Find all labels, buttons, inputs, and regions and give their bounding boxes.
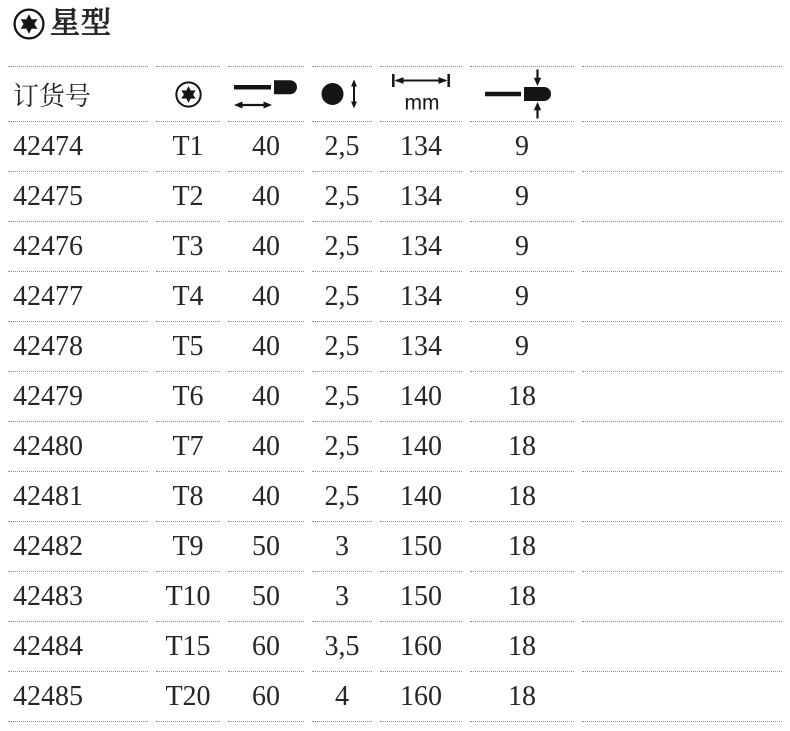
cell-blade-length: 40 bbox=[228, 372, 304, 422]
cell-blade-length: 50 bbox=[228, 572, 304, 622]
table-row bbox=[8, 272, 782, 322]
cell-torx-size: T3 bbox=[156, 222, 220, 272]
row-filler-cell bbox=[582, 622, 782, 672]
cell-tip-width: 9 bbox=[470, 322, 574, 372]
cell-order-number: 42477 bbox=[8, 272, 148, 322]
cell-total-length: 134 bbox=[380, 322, 462, 372]
cell-tip-width: 18 bbox=[470, 622, 574, 672]
cell-order-number: 42480 bbox=[8, 422, 148, 472]
cell-blade-length: 60 bbox=[228, 672, 304, 722]
row-filler-cell bbox=[582, 522, 782, 572]
column-header-blade-diameter bbox=[312, 66, 372, 122]
column-header-order-number: 订货号 bbox=[8, 66, 148, 122]
header-filler-cell bbox=[582, 66, 782, 122]
cell-tip-width: 9 bbox=[470, 172, 574, 222]
cell-tip-width: 9 bbox=[470, 272, 574, 322]
table-row bbox=[8, 372, 782, 422]
cell-order-number: 42479 bbox=[8, 372, 148, 422]
cell-blade-length: 40 bbox=[228, 422, 304, 472]
row-filler-cell bbox=[582, 572, 782, 622]
row-filler-cell bbox=[582, 322, 782, 372]
table-row bbox=[8, 472, 782, 522]
cell-tip-width: 18 bbox=[470, 672, 574, 722]
cell-blade-diameter: 2,5 bbox=[312, 422, 372, 472]
row-filler-cell bbox=[582, 672, 782, 722]
column-header-tip-width bbox=[470, 66, 574, 122]
table-row bbox=[8, 672, 782, 722]
svg-text:mm: mm bbox=[404, 91, 440, 114]
column-header-blade-length bbox=[228, 66, 304, 122]
column-header-total-length bbox=[380, 66, 462, 122]
tip-width-icon bbox=[485, 69, 559, 119]
cell-blade-length: 40 bbox=[228, 172, 304, 222]
column-header-torx-size bbox=[156, 66, 220, 122]
table-header-row bbox=[8, 66, 782, 122]
table-row bbox=[8, 322, 782, 372]
row-filler-cell bbox=[582, 372, 782, 422]
cell-torx-size: T8 bbox=[156, 472, 220, 522]
cell-blade-length: 40 bbox=[228, 272, 304, 322]
cell-tip-width: 18 bbox=[470, 572, 574, 622]
section-title bbox=[0, 0, 790, 66]
cell-order-number: 42485 bbox=[8, 672, 148, 722]
cell-torx-size: T9 bbox=[156, 522, 220, 572]
cell-torx-size: T4 bbox=[156, 272, 220, 322]
torx-star-icon bbox=[13, 8, 45, 40]
cell-blade-diameter: 3 bbox=[312, 572, 372, 622]
cell-tip-width: 18 bbox=[470, 522, 574, 572]
table-row bbox=[8, 122, 782, 172]
cell-torx-size: T6 bbox=[156, 372, 220, 422]
cell-blade-diameter: 2,5 bbox=[312, 172, 372, 222]
cell-blade-length: 40 bbox=[228, 222, 304, 272]
cell-total-length: 140 bbox=[380, 472, 462, 522]
cell-blade-diameter: 2,5 bbox=[312, 472, 372, 522]
cell-tip-width: 9 bbox=[470, 222, 574, 272]
cell-total-length: 140 bbox=[380, 372, 462, 422]
blade-diameter-icon bbox=[321, 79, 363, 109]
spec-table bbox=[0, 66, 790, 722]
cell-torx-size: T15 bbox=[156, 622, 220, 672]
cell-order-number: 42478 bbox=[8, 322, 148, 372]
table-row bbox=[8, 522, 782, 572]
cell-total-length: 160 bbox=[380, 672, 462, 722]
cell-blade-diameter: 2,5 bbox=[312, 222, 372, 272]
cell-total-length: 140 bbox=[380, 422, 462, 472]
torx-size-icon bbox=[175, 81, 202, 108]
cell-tip-width: 18 bbox=[470, 372, 574, 422]
cell-torx-size: T7 bbox=[156, 422, 220, 472]
table-row bbox=[8, 572, 782, 622]
cell-total-length: 134 bbox=[380, 272, 462, 322]
cell-blade-length: 60 bbox=[228, 622, 304, 672]
cell-blade-length: 40 bbox=[228, 322, 304, 372]
cell-order-number: 42481 bbox=[8, 472, 148, 522]
cell-blade-diameter: 2,5 bbox=[312, 272, 372, 322]
cell-tip-width: 18 bbox=[470, 422, 574, 472]
cell-total-length: 150 bbox=[380, 522, 462, 572]
cell-blade-length: 50 bbox=[228, 522, 304, 572]
cell-order-number: 42483 bbox=[8, 572, 148, 622]
cell-total-length: 134 bbox=[380, 172, 462, 222]
cell-order-number: 42484 bbox=[8, 622, 148, 672]
cell-torx-size: T2 bbox=[156, 172, 220, 222]
cell-tip-width: 18 bbox=[470, 472, 574, 522]
table-row bbox=[8, 422, 782, 472]
cell-torx-size: T20 bbox=[156, 672, 220, 722]
row-filler-cell bbox=[582, 122, 782, 172]
section-title-text: 星型 bbox=[50, 7, 112, 40]
table-row bbox=[8, 172, 782, 222]
cell-total-length: 150 bbox=[380, 572, 462, 622]
cell-blade-diameter: 2,5 bbox=[312, 372, 372, 422]
cell-blade-diameter: 2,5 bbox=[312, 122, 372, 172]
cell-order-number: 42475 bbox=[8, 172, 148, 222]
row-filler-cell bbox=[582, 422, 782, 472]
cell-blade-diameter: 2,5 bbox=[312, 322, 372, 372]
row-filler-cell bbox=[582, 272, 782, 322]
cell-total-length: 134 bbox=[380, 222, 462, 272]
row-filler-cell bbox=[582, 472, 782, 522]
cell-torx-size: T5 bbox=[156, 322, 220, 372]
table-row bbox=[8, 222, 782, 272]
row-filler-cell bbox=[582, 172, 782, 222]
cell-torx-size: T1 bbox=[156, 122, 220, 172]
cell-total-length: 134 bbox=[380, 122, 462, 172]
cell-torx-size: T10 bbox=[156, 572, 220, 622]
cell-blade-length: 40 bbox=[228, 122, 304, 172]
blade-length-icon bbox=[234, 76, 298, 112]
cell-blade-diameter: 4 bbox=[312, 672, 372, 722]
cell-order-number: 42474 bbox=[8, 122, 148, 172]
row-filler-cell bbox=[582, 222, 782, 272]
table-row bbox=[8, 622, 782, 672]
cell-order-number: 42476 bbox=[8, 222, 148, 272]
cell-blade-diameter: 3 bbox=[312, 522, 372, 572]
cell-order-number: 42482 bbox=[8, 522, 148, 572]
total-length-mm-icon bbox=[392, 74, 450, 114]
cell-total-length: 160 bbox=[380, 622, 462, 672]
cell-blade-length: 40 bbox=[228, 472, 304, 522]
cell-tip-width: 9 bbox=[470, 122, 574, 172]
cell-blade-diameter: 3,5 bbox=[312, 622, 372, 672]
